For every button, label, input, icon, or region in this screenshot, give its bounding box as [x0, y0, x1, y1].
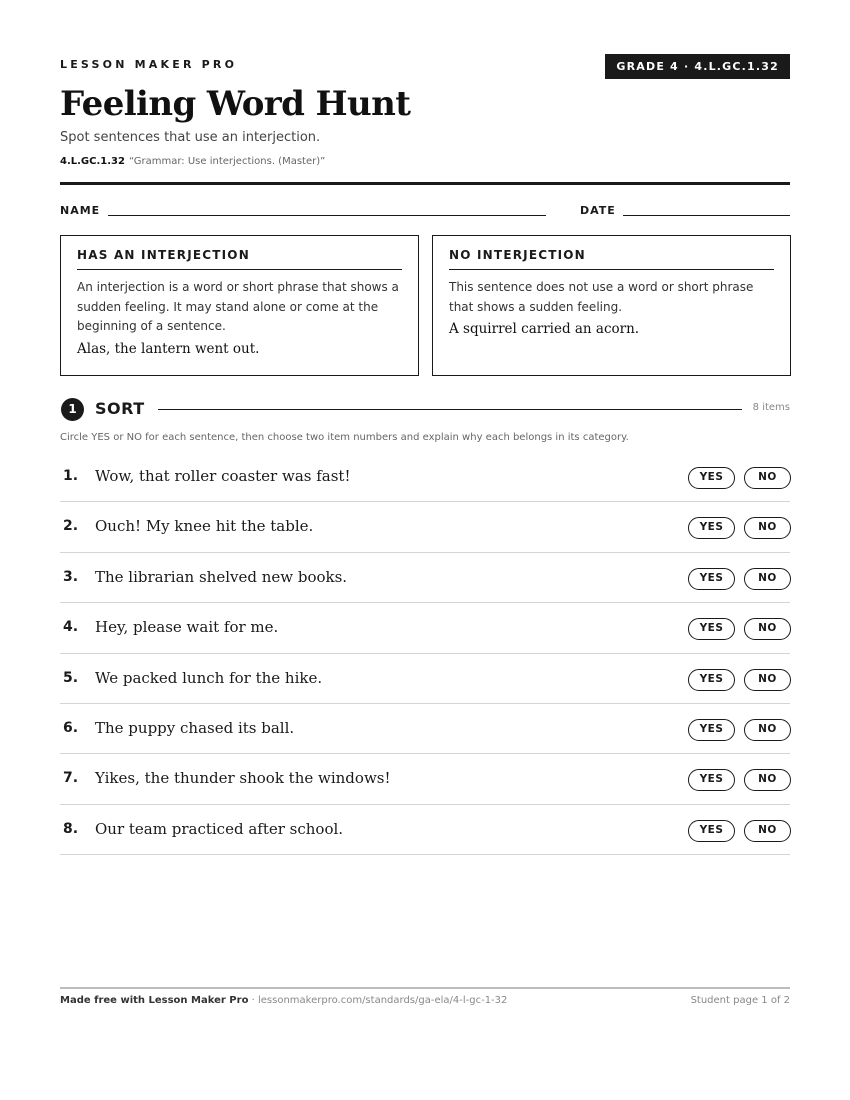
item-number: 8. — [63, 820, 79, 837]
yes-option[interactable]: YES — [688, 669, 735, 691]
brand-name: LESSON MAKER PRO — [60, 58, 238, 71]
section-divider — [158, 409, 742, 410]
no-option[interactable]: NO — [744, 820, 791, 842]
standard-description: “Grammar: Use interjections. (Master)” — [128, 156, 326, 167]
item-count: 8 items — [752, 402, 790, 413]
yes-option[interactable]: YES — [688, 719, 735, 741]
list-item — [60, 754, 790, 804]
item-number: 5. — [63, 669, 79, 686]
no-option[interactable]: NO — [744, 669, 791, 691]
footer-divider — [60, 987, 790, 989]
yes-option[interactable]: YES — [688, 820, 735, 842]
name-field[interactable] — [108, 215, 546, 216]
no-option[interactable]: NO — [744, 568, 791, 590]
category-box-no-interjection — [432, 235, 791, 376]
no-option[interactable]: NO — [744, 618, 791, 640]
item-number: 4. — [63, 619, 79, 636]
header-divider — [60, 182, 790, 185]
item-sentence: We packed lunch for the hike. — [95, 668, 323, 687]
item-number: 2. — [63, 518, 79, 535]
category-definition: An interjection is a word or short phrase that shows a sudden feeling. It may stand alone or come at the beginning of a sentence. — [77, 280, 399, 333]
category-box-has-interjection — [60, 235, 419, 376]
date-field[interactable] — [623, 215, 790, 216]
item-sentence: Yikes, the thunder shook the windows! — [95, 769, 391, 788]
list-item — [60, 452, 790, 502]
list-item — [60, 502, 790, 552]
footer-credit — [60, 995, 507, 1006]
item-sentence: Our team practiced after school. — [95, 819, 344, 838]
standard-code: 4.L.GC.1.32 — [60, 156, 125, 167]
list-item — [60, 654, 790, 704]
item-list — [60, 452, 790, 855]
category-title: NO INTERJECTION — [449, 248, 774, 270]
worksheet-subtitle: Spot sentences that use an interjection. — [60, 130, 321, 145]
category-title: HAS AN INTERJECTION — [77, 248, 402, 270]
standard-reference — [60, 156, 325, 167]
footer-url[interactable]: · lessonmakerpro.com/standards/ga-ela/4-l-gc-1-32 — [248, 995, 508, 1006]
yes-option[interactable]: YES — [688, 467, 735, 489]
category-example: Alas, the lantern went out. — [77, 340, 260, 357]
item-number: 3. — [63, 568, 79, 585]
page-indicator: Student page 1 of 2 — [690, 995, 790, 1006]
yes-option[interactable]: YES — [688, 618, 735, 640]
no-option[interactable]: NO — [744, 769, 791, 791]
name-label: NAME — [60, 204, 101, 217]
no-option[interactable]: NO — [744, 467, 791, 489]
item-sentence: Ouch! My knee hit the table. — [95, 517, 314, 536]
date-label: DATE — [580, 204, 616, 217]
list-item — [60, 603, 790, 653]
footer-made-with: Made free with Lesson Maker Pro — [60, 995, 249, 1006]
item-sentence: The puppy chased its ball. — [95, 718, 295, 737]
item-sentence: Hey, please wait for me. — [95, 618, 279, 637]
item-sentence: The librarian shelved new books. — [95, 567, 348, 586]
no-option[interactable]: NO — [744, 719, 791, 741]
category-example: A squirrel carried an acorn. — [449, 321, 640, 337]
item-number: 1. — [63, 468, 79, 484]
section-number: 1 — [61, 398, 84, 421]
list-item — [60, 704, 790, 754]
yes-option[interactable]: YES — [688, 568, 735, 590]
yes-option[interactable]: YES — [688, 769, 735, 791]
section-title: SORT — [95, 399, 145, 418]
worksheet-title: Feeling Word Hunt — [60, 84, 411, 124]
yes-option[interactable]: YES — [688, 517, 735, 539]
list-item — [60, 805, 790, 855]
no-option[interactable]: NO — [744, 517, 791, 539]
category-definition: This sentence does not use a word or short phrase that shows a sudden feeling. — [449, 280, 754, 314]
section-instructions: Circle YES or NO for each sentence, then choose two item numbers and explain why each belongs in its category. — [60, 432, 629, 443]
item-number: 7. — [63, 770, 79, 787]
list-item — [60, 553, 790, 603]
grade-badge: GRADE 4 · 4.L.GC.1.32 — [605, 54, 790, 79]
item-sentence: Wow, that roller coaster was fast! — [95, 467, 351, 485]
item-number: 6. — [63, 719, 79, 736]
